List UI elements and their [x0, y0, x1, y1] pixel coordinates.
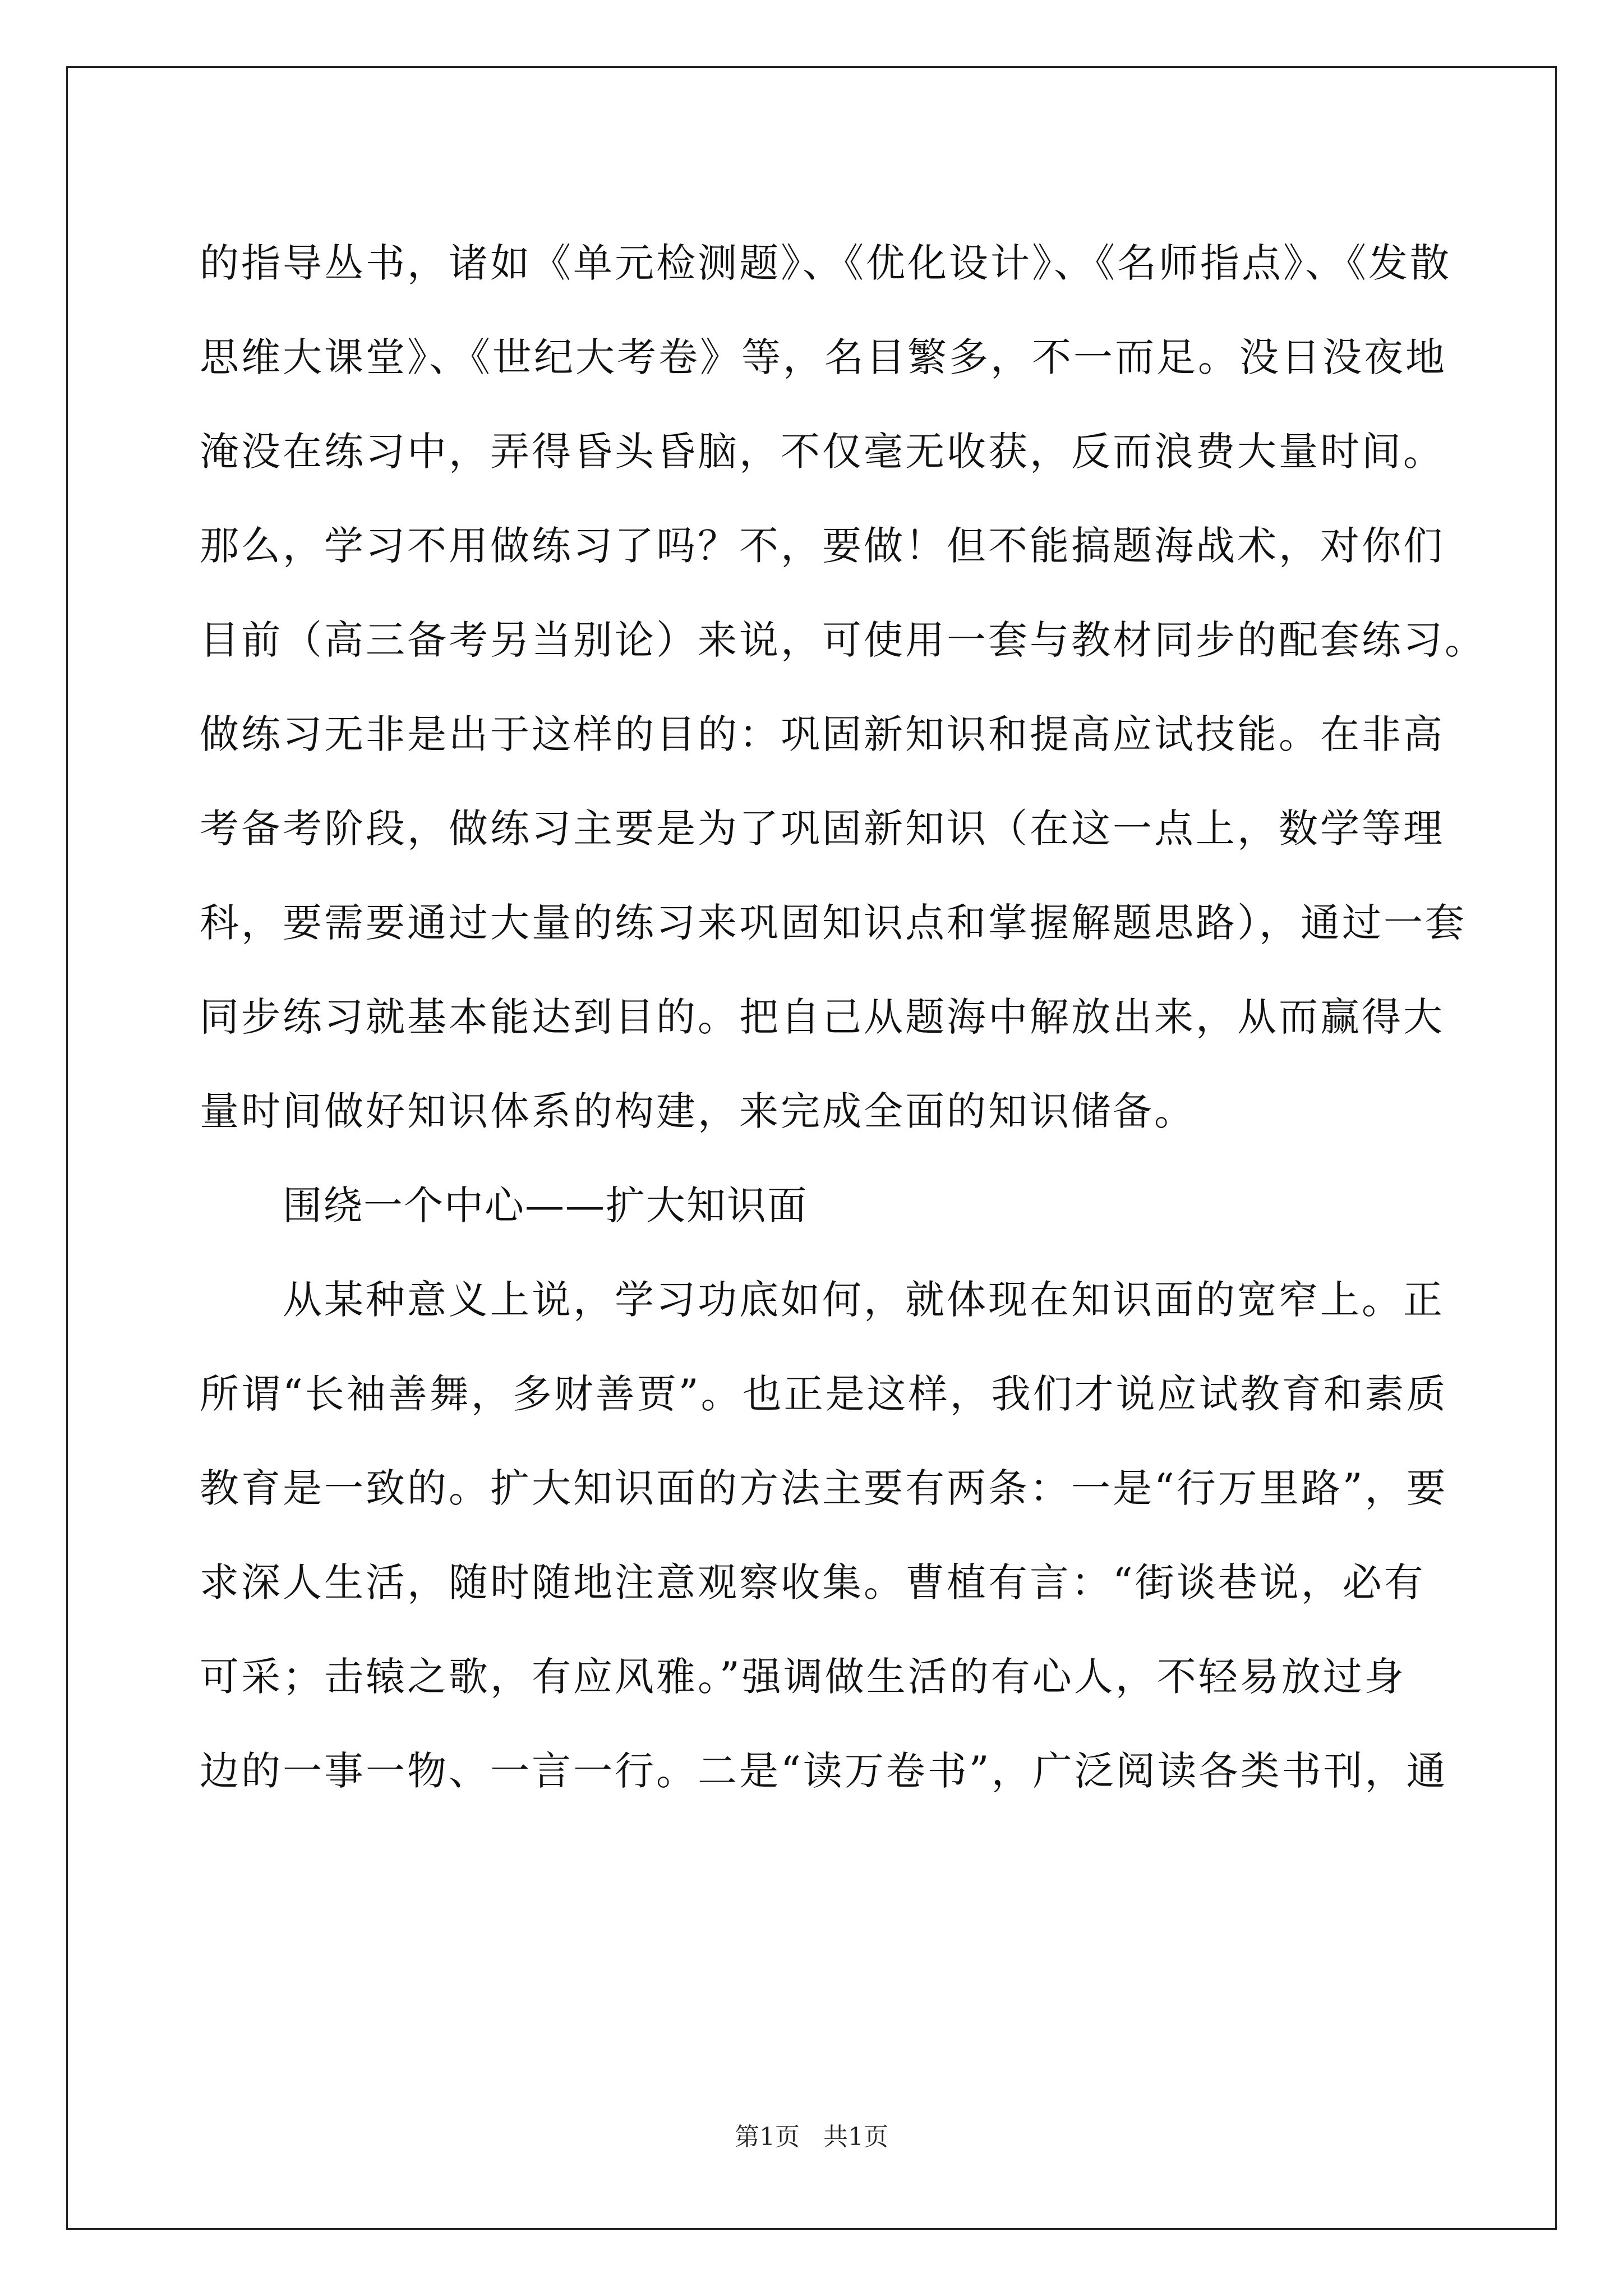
- page-footer: 第1页 共1页: [735, 2123, 888, 2151]
- paragraph2-line-5: 可采；击辕之歌，有应风雅。”强调做生活的有心人，不轻易放过身: [200, 1654, 1406, 1700]
- paragraph2-line-2: 所谓“长袖善舞，多财善贾”。也正是这样，我们才说应试教育和素质: [200, 1371, 1448, 1417]
- body-line-9: 同步练习就基本能达到目的。把自己从题海中解放出来，从而赢得大: [200, 994, 1445, 1040]
- document-body: [200, 216, 1486, 1818]
- paragraph2-line-4: 求深人生活，随时随地注意观察收集。曹植有言：“街谈巷说，必有: [200, 1559, 1426, 1605]
- body-line-4: 那么，学习不用做练习了吗？不，要做！但不能搞题海战术，对你们: [200, 523, 1445, 569]
- body-line-7: 考备考阶段，做练习主要是为了巩固新知识（在这一点上，数学等理: [200, 806, 1445, 852]
- section-heading: 围绕一个中心——扩大知识面: [283, 1182, 808, 1228]
- body-line-10: 量时间做好知识体系的构建，来完成全面的知识储备。: [200, 1088, 1196, 1134]
- body-line-2: 思维大课堂》、《世纪大考卷》等，名目繁多，不一而足。没日没夜地: [200, 334, 1447, 380]
- paragraph2-line-1: 从某种意义上说，学习功底如何，就体现在知识面的宽窄上。正: [283, 1277, 1445, 1323]
- body-line-3: 淹没在练习中，弄得昏头昏脑，不仅毫无收获，反而浪费大量时间。: [200, 429, 1445, 475]
- body-line-5: 目前（高三备考另当别论）来说，可使用一套与教材同步的配套练习。: [200, 617, 1486, 663]
- body-line-1: 的指导丛书，诸如《单元检测题》、《优化设计》、《名师指点》、《发散: [200, 240, 1451, 286]
- paragraph2-line-6: 边的一事一物、一言一行。二是“读万卷书”，广泛阅读各类书刊，通: [200, 1748, 1448, 1794]
- body-line-6: 做练习无非是出于这样的目的：巩固新知识和提高应试技能。在非高: [200, 711, 1445, 757]
- body-line-8: 科，要需要通过大量的练习来巩固知识点和掌握解题思路），通过一套: [200, 900, 1467, 946]
- paragraph2-line-3: 教育是一致的。扩大知识面的方法主要有两条：一是“行万里路”，要: [200, 1465, 1448, 1511]
